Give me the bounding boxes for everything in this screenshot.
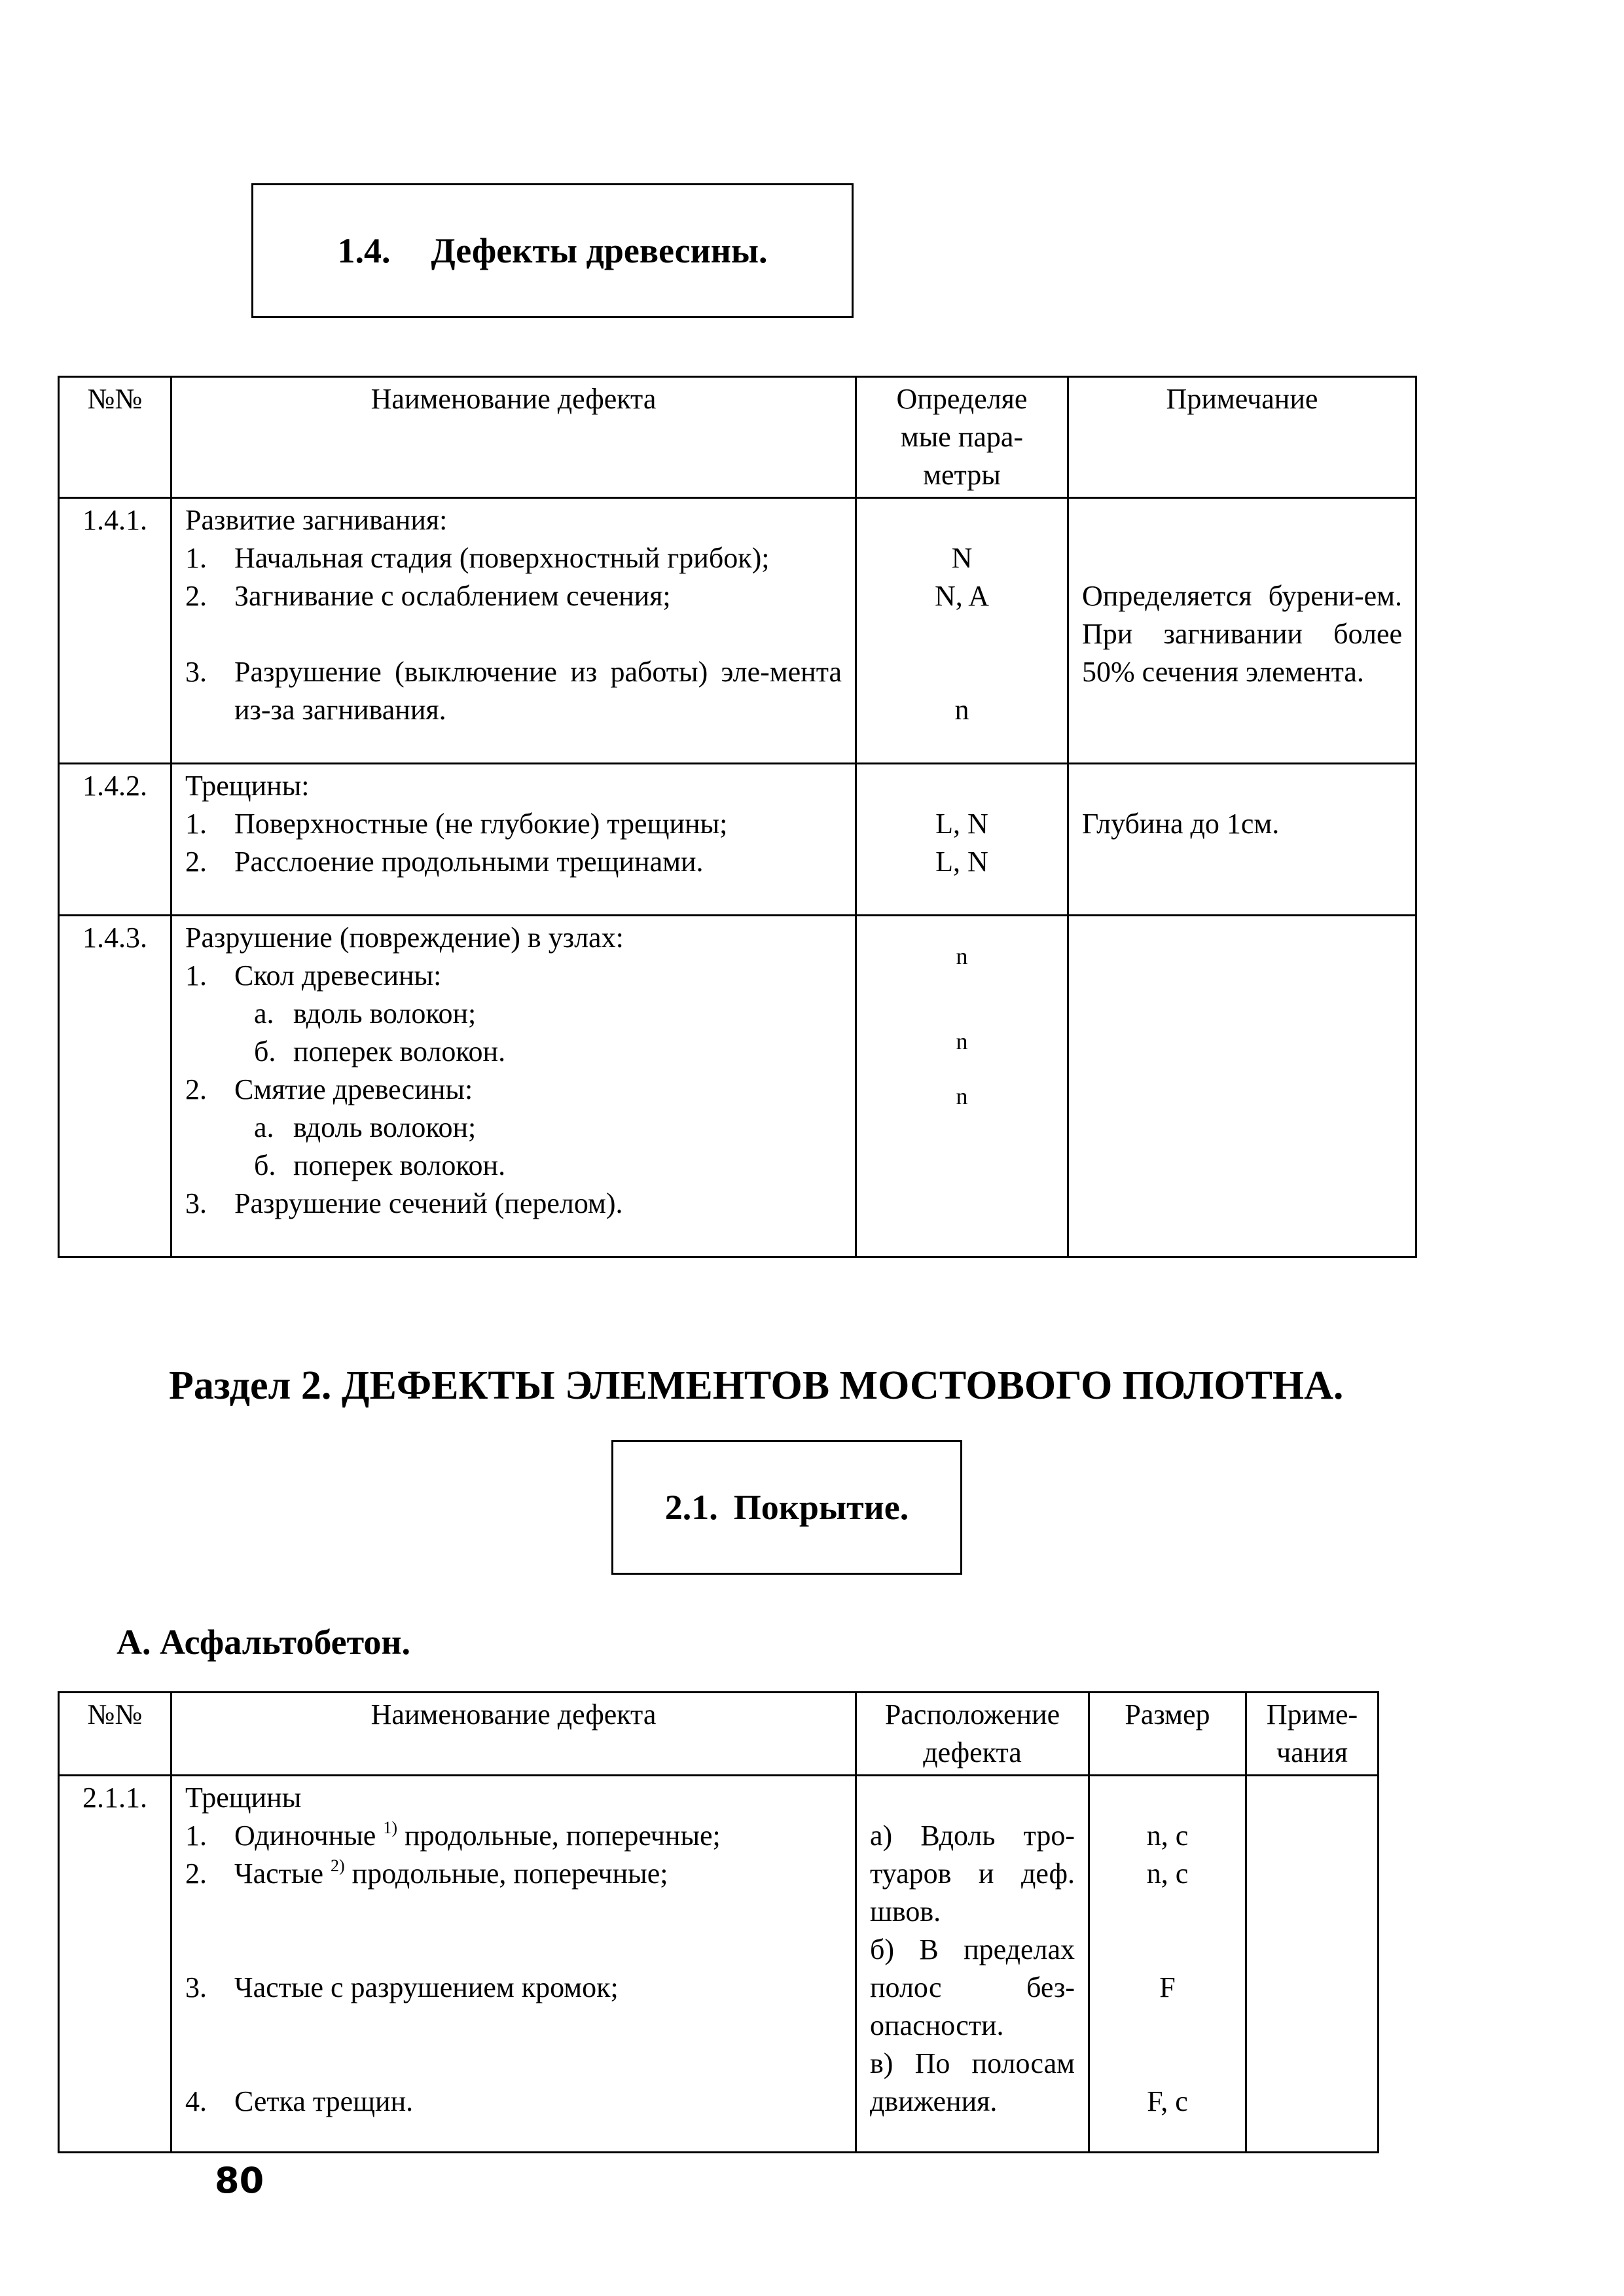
params-cell: N N, A n bbox=[856, 498, 1068, 764]
header-num: №№ bbox=[59, 377, 171, 498]
defect-description bbox=[171, 1776, 856, 2153]
defect-title: Трещины: bbox=[185, 770, 310, 802]
defect-title: Развитие загнивания: bbox=[185, 504, 448, 536]
table-header-row bbox=[59, 377, 1416, 498]
note-cell bbox=[1246, 1776, 1379, 2153]
section-title: Покрытие. bbox=[733, 1488, 909, 1527]
section-title: Дефекты древесины. bbox=[431, 231, 768, 270]
row-number: 1.4.3. bbox=[59, 916, 171, 1257]
table-row bbox=[59, 916, 1416, 1257]
subsection-a-heading: А. Асфальтобетон. bbox=[117, 1623, 411, 1662]
list-item: б. поперек волокон. bbox=[254, 1035, 506, 1067]
defect-description bbox=[171, 916, 856, 1257]
section-1-4-title-box bbox=[251, 183, 854, 318]
row-number: 2.1.1. bbox=[59, 1776, 171, 2153]
list-item: 2. Расслоение продольными трещинами. bbox=[185, 846, 704, 878]
defect-description bbox=[171, 764, 856, 916]
list-item: а. вдоль волокон; bbox=[254, 997, 477, 1030]
list-item: а. вдоль волокон; bbox=[254, 1111, 477, 1143]
list-item: 3. Разрушение сечений (перелом). bbox=[185, 1187, 623, 1219]
section-2-heading: Раздел 2. ДЕФЕКТЫ ЭЛЕМЕНТОВ МОСТОВОГО ПОЛОТНА. bbox=[169, 1363, 1344, 1408]
defect-description bbox=[171, 498, 856, 764]
note-cell: Глубина до 1см. bbox=[1068, 764, 1416, 916]
location-cell: а) Вдоль тро-туаров и деф. швов. б) В пределах полос без-опасности. в) По полосам движения. bbox=[856, 1776, 1089, 2153]
list-item: 1. Поверхностные (не глубокие) трещины; bbox=[185, 808, 728, 840]
header-defect-name: Наименование дефекта bbox=[171, 377, 856, 498]
header-params: Определяе мые пара-метры bbox=[856, 377, 1068, 498]
list-item: 1. Начальная стадия (поверхностный грибок); bbox=[185, 542, 770, 574]
list-item: 3. Частые с разрушением кромок; bbox=[185, 1971, 619, 2003]
header-num: №№ bbox=[59, 1693, 171, 1776]
params-cell: L, N L, N bbox=[856, 764, 1068, 916]
header-note: Примечание bbox=[1068, 377, 1416, 498]
page-number: 80 bbox=[215, 2160, 264, 2201]
params-cell: n n n bbox=[856, 916, 1068, 1257]
list-item: 1. Скол древесины: bbox=[185, 960, 442, 992]
note-cell: Определяется бурени-ем. При загнивании более 50% сечения элемента. bbox=[1068, 498, 1416, 764]
section-2-1-title-box bbox=[611, 1440, 962, 1575]
list-item: 2. Смятие древесины: bbox=[185, 1073, 473, 1105]
section-number: 1.4. bbox=[337, 231, 391, 270]
list-item: 1. Одиночные $^{1)}$ продольные, поперечные; bbox=[185, 1818, 721, 1852]
asphalt-defects-table bbox=[58, 1691, 1379, 2153]
note-cell bbox=[1068, 916, 1416, 1257]
row-number: 1.4.1. bbox=[59, 498, 171, 764]
list-item: 2. Частые $^{2)}$ продольные, поперечные; bbox=[185, 1856, 668, 1890]
table-header-row bbox=[59, 1693, 1379, 1776]
list-item: б. поперек волокон. bbox=[254, 1149, 506, 1181]
row-number: 1.4.2. bbox=[59, 764, 171, 916]
table-row bbox=[59, 498, 1416, 764]
wood-defects-table bbox=[58, 376, 1417, 1258]
size-cell: n, c n, c F F, c bbox=[1089, 1776, 1246, 2153]
header-notes: Приме-чания bbox=[1246, 1693, 1379, 1776]
list-item: 3. Разрушение (выключение из работы) эле-мента из-за загнивания. bbox=[185, 656, 842, 726]
defect-title: Разрушение (повреждение) в узлах: bbox=[185, 922, 624, 954]
list-item: 4. Сетка трещин. bbox=[185, 2085, 414, 2117]
section-number: 2.1. bbox=[664, 1488, 718, 1527]
table-row bbox=[59, 1776, 1379, 2153]
table-row bbox=[59, 764, 1416, 916]
header-defect-name: Наименование дефекта bbox=[171, 1693, 856, 1776]
list-item: 2. Загнивание с ослаблением сечения; bbox=[185, 580, 671, 612]
header-location: Расположение дефекта bbox=[856, 1693, 1089, 1776]
header-size: Размер bbox=[1089, 1693, 1246, 1776]
defect-title: Трещины bbox=[185, 1782, 302, 1814]
